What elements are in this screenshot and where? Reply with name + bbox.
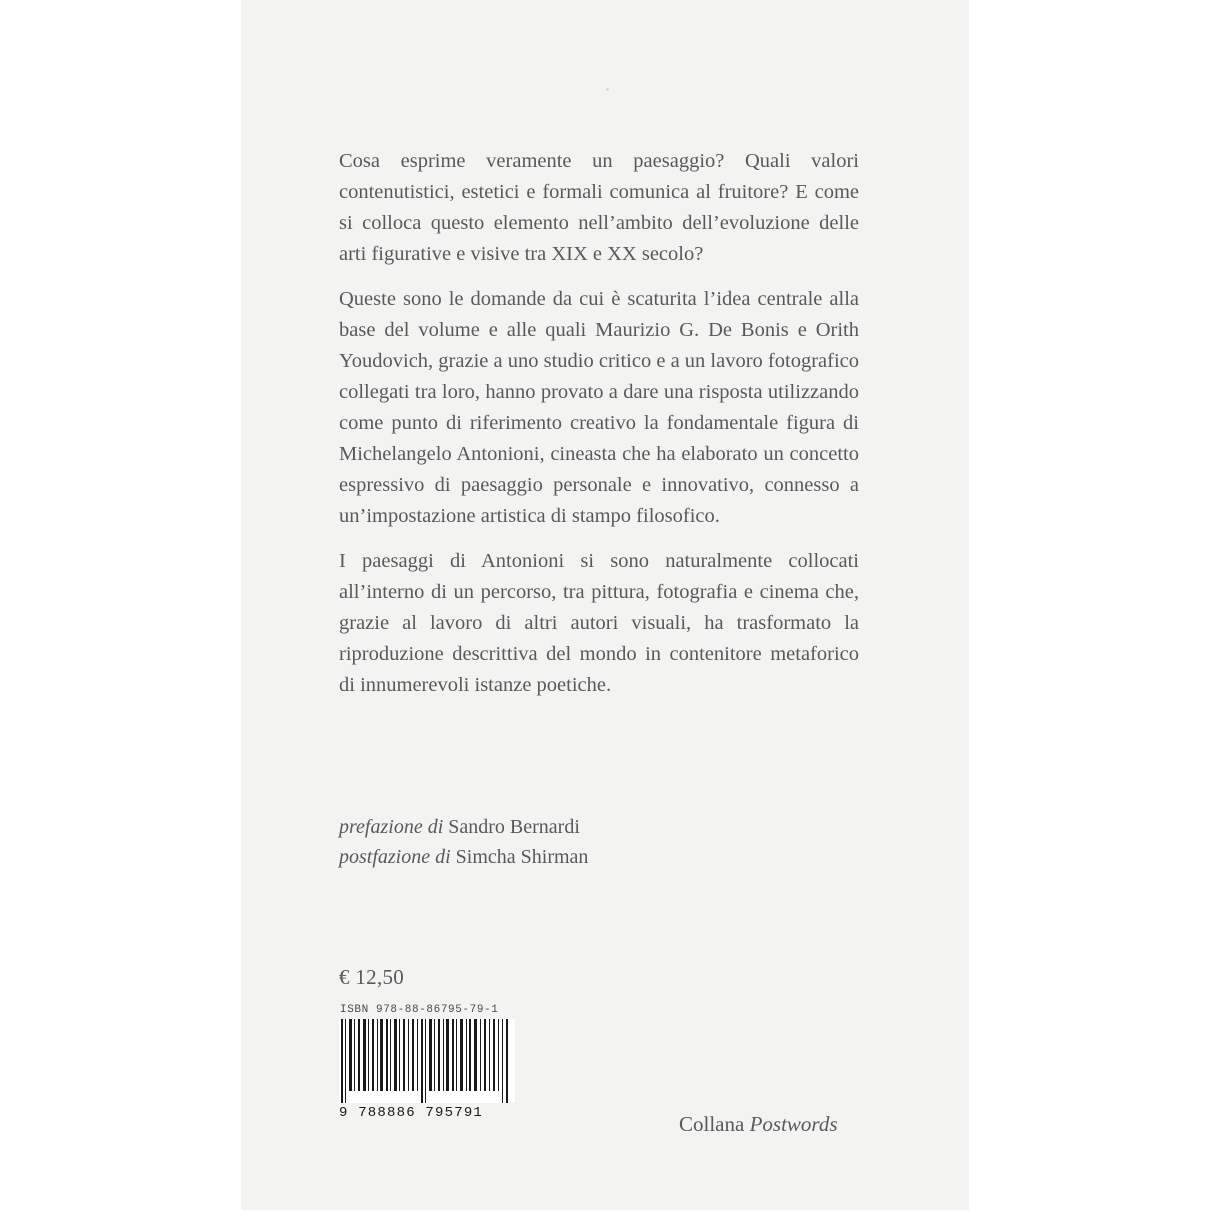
blurb-paragraph-2: Queste sono le domande da cui è scaturita l’idea centrale alla base del volume e alle quali Maurizio G. De Bonis e Orith Youdovich, grazie a uno studio critico e a un lavoro fotografico collegati tra loro, hanno provato a dare una risposta utilizzando come punto di riferimento creativo la fondamentale figura di Michelangelo Antonioni, cineasta che ha elaborato un concetto espressivo di paesaggio personale e innovativo, connesso a un’impostazione artistica di stampo filosofico.	[339, 288, 859, 527]
isbn-label: ISBN 978-88-86795-79-1	[340, 1004, 499, 1016]
series-prefix: Collana	[679, 1112, 745, 1136]
cover-content-area	[339, 0, 864, 1210]
afterword-credit	[339, 842, 859, 872]
price-label: € 12,50	[339, 965, 405, 989]
book-back-cover	[241, 0, 969, 1210]
afterword-role-label: postfazione di	[339, 846, 451, 868]
series-label-block	[679, 1112, 838, 1137]
blurb-text	[339, 146, 859, 701]
printing-dot-icon	[606, 88, 609, 91]
preface-role-label: prefazione di	[339, 816, 444, 838]
blurb-paragraph-3: I paesaggi di Antonioni si sono naturalmente collocati all’interno di un percorso, tra pittura, fotografia e cinema che, grazie al lavoro di altri autori visuali, ha trasformato la riproduzione descrittiva del mondo in contenitore metaforico di innumerevoli istanze poetiche.	[339, 550, 859, 696]
preface-author-name: Sandro Bernardi	[448, 816, 580, 838]
barcode-block	[339, 1004, 534, 1121]
barcode-digits: 9 788886 795791	[339, 1105, 484, 1121]
series-name: Postwords	[749, 1112, 838, 1136]
blurb-paragraph-1: Cosa esprime veramente un paesaggio? Quali valori contenutistici, estetici e formali comunica al fruitore? E come si colloca questo elemento nell’ambito dell’evoluzione delle arti figurative e visive tra XIX e XX secolo?	[339, 150, 859, 265]
barcode-bars-icon	[339, 1019, 515, 1103]
afterword-author-name: Simcha Shirman	[455, 846, 589, 868]
preface-credit	[339, 812, 859, 842]
credits-block	[339, 812, 859, 872]
